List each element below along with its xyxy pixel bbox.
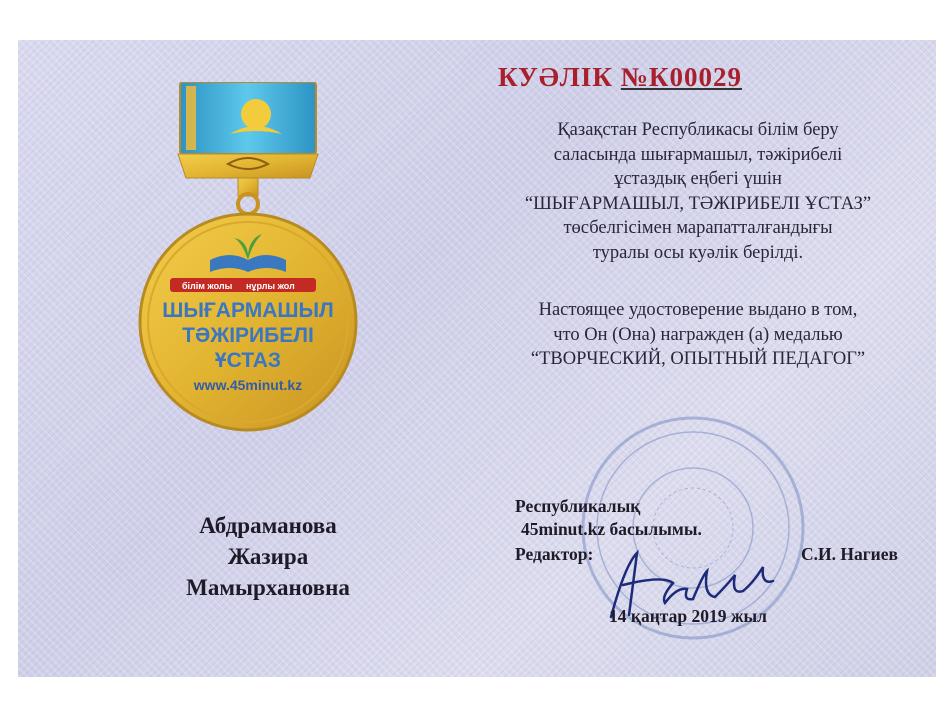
- medal-website: www.45minut.kz: [193, 377, 303, 393]
- russian-line: “ТВОРЧЕСКИЙ, ОПЫТНЫЙ ПЕДАГОГ”: [530, 349, 866, 369]
- kazakh-line: Қазақстан Республикасы білім беру: [557, 120, 839, 140]
- publisher-line: 45minut.kz басылымы.: [521, 519, 702, 539]
- medal-line3: ҰСТАЗ: [214, 349, 282, 372]
- flag-sun-icon: [241, 99, 271, 129]
- certificate-title: [498, 62, 898, 93]
- recipient-first-name: Жазира: [227, 544, 309, 569]
- certificate-number: №К00029: [620, 62, 742, 92]
- kazakh-line: төсбелгісімен марапатталғандығы: [563, 218, 833, 238]
- russian-text: [478, 298, 918, 372]
- kazakh-text: [478, 118, 918, 265]
- kazakh-line: ұстаздық еңбегі үшін: [614, 169, 782, 189]
- medal-banner-top: білім жолы: [182, 281, 233, 291]
- publisher-line: Республикалық: [515, 496, 641, 516]
- issue-date: 14 қаңтар 2019 жыл: [609, 606, 768, 626]
- kazakh-line: саласында шығармашыл, тәжірибелі: [553, 144, 843, 165]
- medal-line2: ТӘЖІРИБЕЛІ: [182, 324, 314, 347]
- publisher: [515, 495, 702, 541]
- medal-banner-mid: нұрлы жол: [246, 281, 295, 291]
- recipient-surname: Абдраманова: [199, 513, 337, 538]
- medal-line1: ШЫҒАРМАШЫЛ: [162, 299, 334, 322]
- kazakh-line: туралы осы куәлік берілді.: [592, 242, 804, 263]
- russian-line: Настоящее удостоверение выдано в том,: [538, 300, 858, 320]
- kazakh-line: “ШЫҒАРМАШЫЛ, ТӘЖІРИБЕЛІ ҰСТАЗ”: [524, 193, 872, 214]
- title-word: КУӘЛІК: [498, 62, 614, 92]
- editor-name: С.И. Нагиев: [801, 544, 898, 564]
- certificate: [18, 40, 936, 677]
- editor-label: Редактор:: [515, 544, 594, 564]
- russian-line: что Он (Она) награжден (а) медалью: [553, 324, 843, 345]
- medal-image: [138, 82, 358, 442]
- recipient-name: [123, 510, 413, 603]
- recipient-patronymic: Мамырхановна: [186, 575, 350, 600]
